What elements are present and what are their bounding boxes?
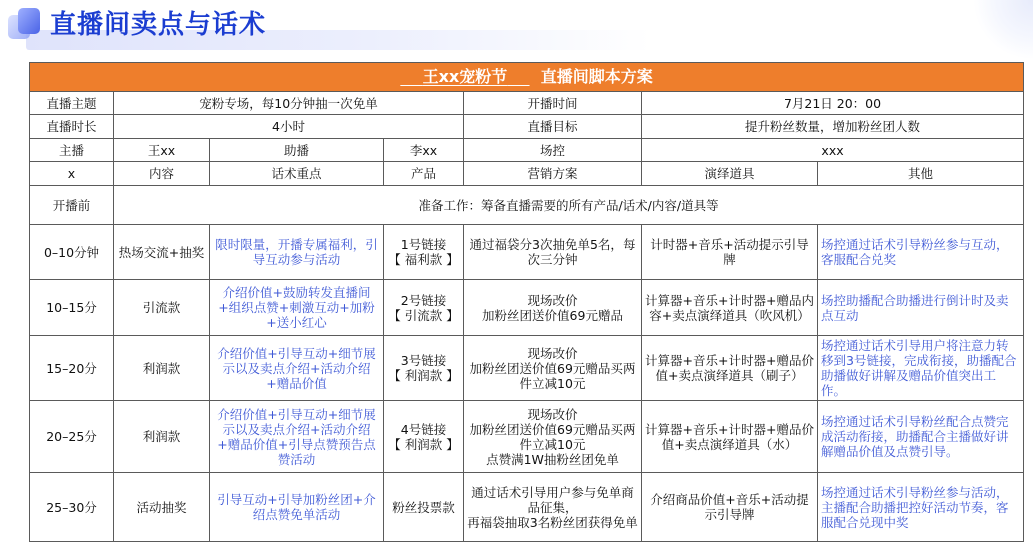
column-header-row [30,162,1024,186]
table-row [30,401,1024,473]
product-cell: 2号链接 【 引流款 】 [384,280,464,335]
talk-cell: 引导互动+引导加粉丝团+介绍点赞免单活动 [210,473,384,542]
marketing-cell: 现场改价 加粉丝团送价值69元赠品买两件立减10元 [464,335,642,401]
content-cell: 引流款 [114,280,210,335]
control-label: 场控 [464,138,642,162]
start-time-label: 开播时间 [464,91,642,115]
duration-label: 直播时长 [30,115,114,139]
props-cell: 计算器+音乐+计时器+赠品内容+卖点演绎道具（吹风机） [642,280,818,335]
table-title-row [30,63,1024,92]
title-suffix: 直播间脚本方案 [540,67,653,87]
other-cell: 场控通过话术引导用户将注意力转移到3号链接，完成衔接，助播配合助播做好讲解及赠品价值突出工作。 [818,335,1024,401]
product-cell: 3号链接 【 利润款 】 [384,335,464,401]
info-row-duration [30,115,1024,139]
product-cell: 1号链接 【 福利款 】 [384,225,464,280]
theme-label: 直播主题 [30,91,114,115]
product-cell: 粉丝投票款 [384,473,464,542]
assist-label: 助播 [210,138,384,162]
title-host-name: 王xx宠粉节 [422,67,508,87]
goal-value: 提升粉丝数量，增加粉丝团人数 [642,115,1024,139]
time-cell: 15–20分 [30,335,114,401]
duration-value: 4小时 [114,115,464,139]
marketing-cell: 通过话术引导用户参与免单商品征集， 再福袋抽取3名粉丝团获得免单 [464,473,642,542]
prep-row [30,186,1024,225]
theme-value: 宠粉专场，每10分钟抽一次免单 [114,91,464,115]
props-cell: 介绍商品价值+音乐+活动提示引导牌 [642,473,818,542]
prep-text: 准备工作：筹备直播需要的所有产品/话术/内容/道具等 [114,186,1024,225]
props-cell: 计算器+音乐+计时器+赠品价值+卖点演绎道具（水） [642,401,818,473]
page-title: 直播间卖点与话术 [50,10,267,40]
content-cell: 利润款 [114,401,210,473]
column-header: 内容 [114,162,210,186]
content-cell: 活动抽奖 [114,473,210,542]
corner-decoration [973,0,1033,60]
content-cell: 利润款 [114,335,210,401]
table-title [30,63,1024,92]
column-header: 演绎道具 [642,162,818,186]
time-cell: 0–10分钟 [30,225,114,280]
product-cell: 4号链接 【 利润款 】 [384,401,464,473]
live-script-table [29,62,1024,542]
other-cell: 场控通过话术引导粉丝参与互动，客服配合兑奖 [818,225,1024,280]
table-row [30,335,1024,401]
time-cell: 10–15分 [30,280,114,335]
section-logo-icon [6,5,44,43]
column-header: 营销方案 [464,162,642,186]
talk-cell: 介绍价值+引导互动+细节展示以及卖点介绍+活动介绍+赠品价值 [210,335,384,401]
page-header [0,0,1033,60]
info-row-staff [30,138,1024,162]
talk-cell: 介绍价值+引导互动+细节展示以及卖点介绍+活动介绍+赠品价值+引导点赞预告点赞活动 [210,401,384,473]
other-cell: 场控通过话术引导粉丝配合点赞完成活动衔接，助播配合主播做好讲解赠品价值及点赞引导。 [818,401,1024,473]
table-row [30,280,1024,335]
talk-cell: 介绍价值+鼓励转发直播间+组织点赞+刺激互动+加粉+送小红心 [210,280,384,335]
talk-cell: 限时限量，开播专属福利，引导互动参与活动 [210,225,384,280]
props-cell: 计算器+音乐+计时器+赠品价值+卖点演绎道具（刷子） [642,335,818,401]
column-header: x [30,162,114,186]
marketing-cell: 现场改价 加粉丝团送价值69元赠品买两件立减10元 点赞满1W抽粉丝团免单 [464,401,642,473]
time-cell: 20–25分 [30,401,114,473]
time-cell: 25–30分 [30,473,114,542]
info-row-theme [30,91,1024,115]
control-value: xxx [642,138,1024,162]
content-cell: 热场交流+抽奖 [114,225,210,280]
props-cell: 计时器+音乐+活动提示引导牌 [642,225,818,280]
start-time-value: 7月21日 20：00 [642,91,1024,115]
column-header: 其他 [818,162,1024,186]
host-value: 王xx [114,138,210,162]
other-cell: 场控通过话术引导粉丝参与活动，主播配合助播把控好活动节奏，客服配合兑现中奖 [818,473,1024,542]
host-label: 主播 [30,138,114,162]
marketing-cell: 现场改价 加粉丝团送价值69元赠品 [464,280,642,335]
table-row [30,225,1024,280]
table-row [30,473,1024,542]
goal-label: 直播目标 [464,115,642,139]
other-cell: 场控助播配合助播进行倒计时及卖点互动 [818,280,1024,335]
column-header: 产品 [384,162,464,186]
assist-value: 李xx [384,138,464,162]
column-header: 话术重点 [210,162,384,186]
marketing-cell: 通过福袋分3次抽免单5名，每次三分钟 [464,225,642,280]
prep-label: 开播前 [30,186,114,225]
